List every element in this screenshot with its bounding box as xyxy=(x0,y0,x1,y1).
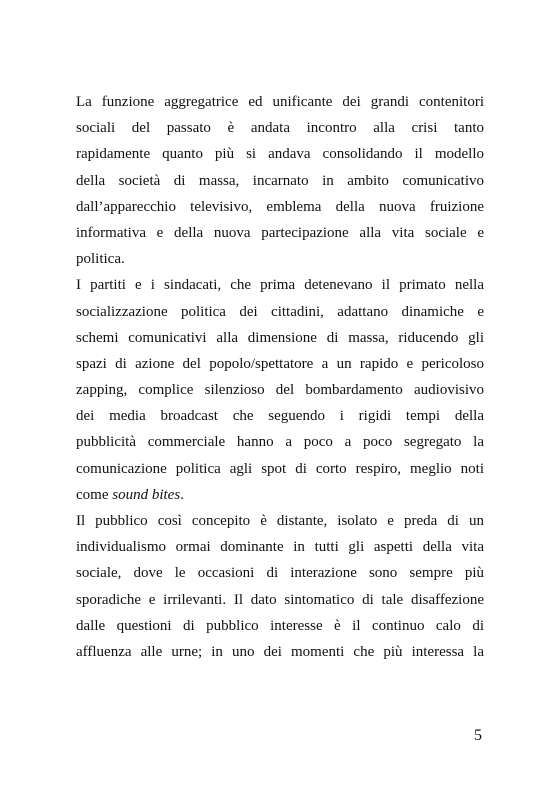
text-line: La funzione aggregatrice ed unificante dei grandi contenitori xyxy=(76,94,484,110)
text-line: rapidamente quanto più si andava consolidando il modello xyxy=(76,146,484,163)
text-line: dall’apparecchio televisivo, emblema della nuova fruizione xyxy=(76,198,484,215)
page-number: 5 xyxy=(474,727,482,744)
text-line: comunicazione politica agli spot di corto respiro, meglio noti xyxy=(76,460,484,477)
text-line xyxy=(76,482,484,508)
text-line: spazi di azione del popolo/spettatore a un rapido e pericoloso xyxy=(76,355,484,372)
paragraph-2 xyxy=(76,272,484,508)
text-line: I partiti e i sindacati, che prima detenevano il primato nella xyxy=(76,277,484,294)
paragraph-3 xyxy=(76,508,484,665)
text-line: dei media broadcast che seguendo i rigidi tempi della xyxy=(76,408,484,425)
text-line: pubblicità commerciale hanno a poco a poco segregato la xyxy=(76,434,484,451)
document-body xyxy=(76,89,484,665)
emphasized-term: sound bites xyxy=(112,486,181,503)
text-line: politica. xyxy=(76,251,125,268)
text-line: schemi comunicativi alla dimensione di massa, riducendo gli xyxy=(76,329,484,346)
text-line: dalle questioni di pubblico interesse è il continuo calo di xyxy=(76,617,484,634)
text-line: sociale, dove le occasioni di interazione sono sempre più xyxy=(76,565,484,582)
text-line: socializzazione politica dei cittadini, adattano dinamiche e xyxy=(76,303,484,320)
text-line: sporadiche e irrilevanti. Il dato sintomatico di tale disaffezione xyxy=(76,591,484,608)
paragraph-1 xyxy=(76,89,484,272)
text-fragment: come xyxy=(76,486,113,503)
text-fragment: . xyxy=(180,486,184,503)
text-line: sociali del passato è andata incontro alla crisi tanto xyxy=(76,120,484,137)
text-line: Il pubblico così concepito è distante, isolato e preda di un xyxy=(76,513,484,529)
text-line: della società di massa, incarnato in ambito comunicativo xyxy=(76,172,484,189)
text-line: affluenza alle urne; in uno dei momenti che più interessa la xyxy=(76,643,484,660)
text-line: informativa e della nuova partecipazione alla vita sociale e xyxy=(76,224,484,241)
text-line: individualismo ormai dominante in tutti gli aspetti della vita xyxy=(76,539,484,556)
text-line: zapping, complice silenzioso del bombardamento audiovisivo xyxy=(76,382,484,399)
